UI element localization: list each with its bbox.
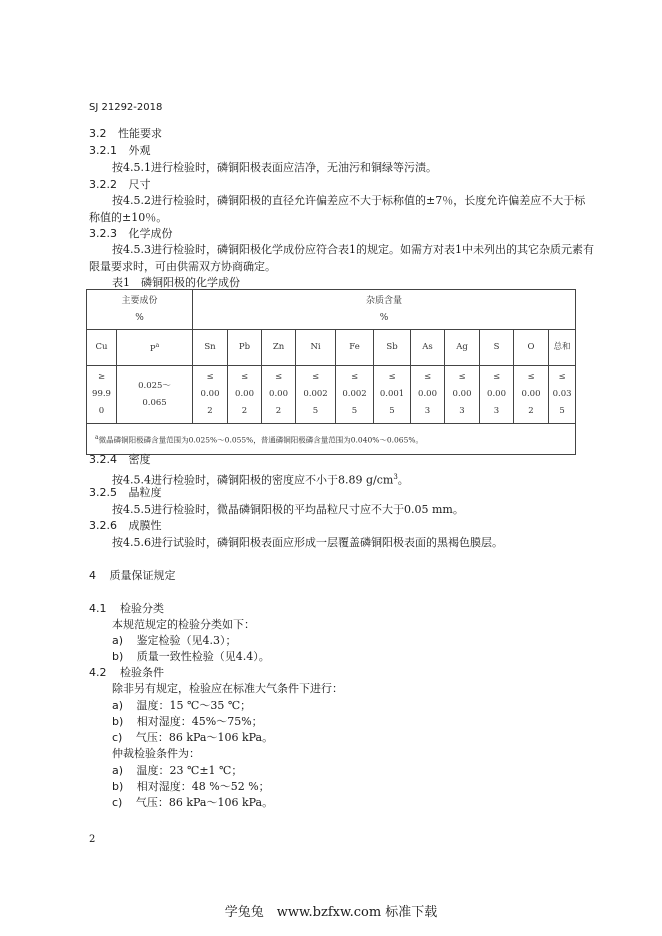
list-item xyxy=(112,795,273,811)
value-cell xyxy=(411,366,445,424)
leq-sign: ≤ xyxy=(274,372,283,382)
value-line: 0.00 xyxy=(269,389,288,399)
section-number: 4.1 xyxy=(89,602,107,615)
list-marker: b) xyxy=(112,650,124,663)
value-line: 5 xyxy=(351,406,358,416)
value-line: 3 xyxy=(493,406,500,416)
value-line: 5 xyxy=(389,406,395,416)
leq-sign: ≤ xyxy=(492,372,501,382)
value-line: 0.002 xyxy=(303,389,328,399)
leq-sign: ≤ xyxy=(240,372,249,382)
column-header: Zn xyxy=(262,330,296,366)
section-title: 检验分类 xyxy=(120,602,164,615)
list-marker: c) xyxy=(112,796,123,809)
list-text: 相对湿度：45%～75%； xyxy=(136,715,263,728)
list-text: 相对湿度：48 %～52 %； xyxy=(136,780,270,793)
column-header xyxy=(117,330,193,366)
value-line: 3 xyxy=(459,406,465,416)
value-line: 5 xyxy=(559,406,565,416)
section-title: 晶粒度 xyxy=(128,486,162,499)
chemical-composition-table xyxy=(86,289,576,455)
column-header: Cu xyxy=(87,330,117,366)
value-cell xyxy=(514,366,549,424)
table-caption: 表1 磷铜阳极的化学成份 xyxy=(112,276,240,289)
section-number: 3.2.4 xyxy=(89,453,117,466)
section-3-2-heading xyxy=(89,126,162,142)
value-line: 0 xyxy=(98,406,105,416)
leq-sign: ≤ xyxy=(423,372,432,382)
value-line: 3 xyxy=(424,406,431,416)
section-3-2-6-heading xyxy=(89,518,162,534)
value-line: 2 xyxy=(528,406,534,416)
column-header: Ag xyxy=(445,330,480,366)
impurities-label: 杂质含量 xyxy=(366,295,403,306)
section-title: 检验条件 xyxy=(120,666,164,679)
leq-sign: ≤ xyxy=(311,372,320,382)
section-number: 3.2.5 xyxy=(89,486,117,499)
main-components-header xyxy=(87,290,193,330)
section-3-2-2-heading xyxy=(89,177,151,193)
section-title: 成膜性 xyxy=(128,519,162,532)
value-cell-p xyxy=(117,366,193,424)
section-title: 质量保证规定 xyxy=(109,569,176,582)
section-4-2-intro: 除非另有规定，检验应在标准大气条件下进行： xyxy=(112,682,343,695)
section-number: 4.2 xyxy=(89,666,107,679)
section-4-heading xyxy=(89,568,176,584)
value-line: 0.025～ xyxy=(138,380,171,391)
section-number: 3.2.2 xyxy=(89,178,117,191)
value-line: 2 xyxy=(207,406,213,416)
density-text: 按4.5.4进行检验时，磷铜阳极的密度应不小于8.89 g/cm xyxy=(112,473,394,487)
section-title: 性能要求 xyxy=(118,127,162,140)
value-cell xyxy=(374,366,411,424)
sentence-end: 。 xyxy=(397,473,409,487)
table-footnote xyxy=(87,424,576,455)
value-line: 0.002 xyxy=(342,389,367,399)
value-line: 0.065 xyxy=(142,397,167,408)
value-line: 0.00 xyxy=(521,389,541,399)
section-title: 尺寸 xyxy=(128,178,151,191)
leq-sign: ≤ xyxy=(458,372,466,382)
section-number: 3.2.3 xyxy=(89,227,117,240)
main-components-label: 主要成份 xyxy=(121,295,158,306)
standard-number: SJ 21292-2018 xyxy=(89,102,163,113)
column-header: S xyxy=(480,330,514,366)
section-4-1-intro: 本规范规定的检验分类如下： xyxy=(112,618,255,631)
value-line: 0.00 xyxy=(200,389,220,399)
list-marker: a) xyxy=(112,764,124,777)
list-marker: b) xyxy=(112,780,124,793)
section-3-2-3-body-line1: 按4.5.3进行检验时，磷铜阳极化学成份应符合表1的规定。如需方对表1中未列出的其它杂质元素有 xyxy=(112,243,594,256)
footnote-marker: a xyxy=(95,434,99,442)
section-4-1-heading xyxy=(89,601,164,617)
section-3-2-1-body: 按4.5.1进行检验时，磷铜阳极表面应洁净，无油污和铜绿等污渍。 xyxy=(112,161,437,174)
geq-sign: ≥ xyxy=(97,372,106,382)
value-line: 0.00 xyxy=(418,389,437,399)
value-cell xyxy=(193,366,228,424)
section-3-2-4-heading xyxy=(89,452,151,468)
column-header: Sb xyxy=(374,330,411,366)
list-marker: a) xyxy=(112,699,124,712)
value-line: 5 xyxy=(312,406,319,416)
section-3-2-6-body: 按4.5.6进行试验时，磷铜阳极表面应形成一层覆盖磷铜阳极表面的黑褐色膜层。 xyxy=(112,536,503,549)
column-header: Fe xyxy=(336,330,374,366)
section-3-2-2-body-line1: 按4.5.2进行检验时，磷铜阳极的直径允许偏差应不大于标称值的±7％，长度允许偏差应不大于标 xyxy=(112,194,586,207)
section-title: 外观 xyxy=(128,144,151,157)
value-cell xyxy=(445,366,480,424)
column-header: Pb xyxy=(228,330,262,366)
section-title: 密度 xyxy=(128,453,151,466)
value-line: 0.001 xyxy=(379,389,405,399)
leq-sign: ≤ xyxy=(206,372,214,382)
value-line: 2 xyxy=(241,406,248,416)
list-item xyxy=(112,779,270,795)
value-line: 0.03 xyxy=(552,389,572,399)
list-text: 质量一致性检验（见4.4）。 xyxy=(136,650,270,663)
column-header: 总和 xyxy=(549,330,576,366)
unit-superscript: 3 xyxy=(393,473,398,481)
value-cell xyxy=(480,366,514,424)
list-item xyxy=(112,730,273,746)
impurities-unit: % xyxy=(379,312,389,323)
value-cell xyxy=(296,366,336,424)
section-number: 3.2.1 xyxy=(89,144,117,157)
section-3-2-2-body-line2: 称值的±10％。 xyxy=(89,211,168,224)
list-marker: b) xyxy=(112,715,124,728)
list-item xyxy=(112,698,251,714)
section-number: 4 xyxy=(89,569,96,582)
value-line: 99.9 xyxy=(92,389,111,399)
value-cell xyxy=(228,366,262,424)
section-title: 化学成份 xyxy=(128,227,173,240)
section-3-2-5-body: 按4.5.5进行检验时，微晶磷铜阳极的平均晶粒尺寸应不大于0.05 mm。 xyxy=(112,503,464,516)
section-number: 3.2 xyxy=(89,127,107,140)
section-4-2-intro2: 仲裁检验条件为： xyxy=(112,747,200,760)
list-item xyxy=(112,763,242,779)
section-3-2-3-heading xyxy=(89,226,173,242)
list-item xyxy=(112,714,263,730)
leq-sign: ≤ xyxy=(350,372,359,382)
list-text: 鉴定检验（见4.3）； xyxy=(136,634,237,647)
value-cell xyxy=(262,366,296,424)
footnote-text: 微晶磷铜阳极磷含量范围为0.025%～0.055%，普通磷铜阳极磷含量范围为0.040%～0.065%。 xyxy=(98,435,423,445)
page-number: 2 xyxy=(89,834,96,845)
list-text: 温度：23 ℃±1 ℃； xyxy=(136,764,243,777)
section-4-2-heading xyxy=(89,665,164,681)
leq-sign: ≤ xyxy=(527,372,535,382)
column-header-p: P xyxy=(149,343,156,354)
list-item xyxy=(112,649,270,665)
column-header: As xyxy=(411,330,445,366)
list-text: 温度：15 ℃～35 ℃； xyxy=(136,699,252,712)
list-text: 气压：86 kPa～106 kPa。 xyxy=(135,796,274,809)
list-marker: a) xyxy=(112,634,124,647)
value-cell-cu xyxy=(87,366,117,424)
main-components-unit: % xyxy=(135,312,144,323)
section-number: 3.2.6 xyxy=(89,519,117,532)
list-item xyxy=(112,633,237,649)
watermark-footer: 学兔兔 www.bzfxw.com 标准下载 xyxy=(224,905,438,920)
section-3-2-1-heading xyxy=(89,143,151,159)
value-line: 0.00 xyxy=(487,389,506,399)
value-line: 0.00 xyxy=(235,389,254,399)
list-marker: c) xyxy=(112,731,123,744)
value-line: 2 xyxy=(275,406,282,416)
value-cell xyxy=(549,366,576,424)
value-cell xyxy=(336,366,374,424)
column-header: O xyxy=(514,330,549,366)
column-header: Ni xyxy=(296,330,336,366)
value-line: 0.00 xyxy=(452,389,472,399)
leq-sign: ≤ xyxy=(558,372,566,382)
leq-sign: ≤ xyxy=(388,372,396,382)
footnote-marker: a xyxy=(155,342,160,350)
section-3-2-5-heading xyxy=(89,485,162,501)
section-3-2-3-body-line2: 限量要求时，可由供需双方协商确定。 xyxy=(89,260,276,273)
impurities-header xyxy=(193,290,576,330)
column-header: Sn xyxy=(193,330,228,366)
list-text: 气压：86 kPa～106 kPa。 xyxy=(135,731,274,744)
